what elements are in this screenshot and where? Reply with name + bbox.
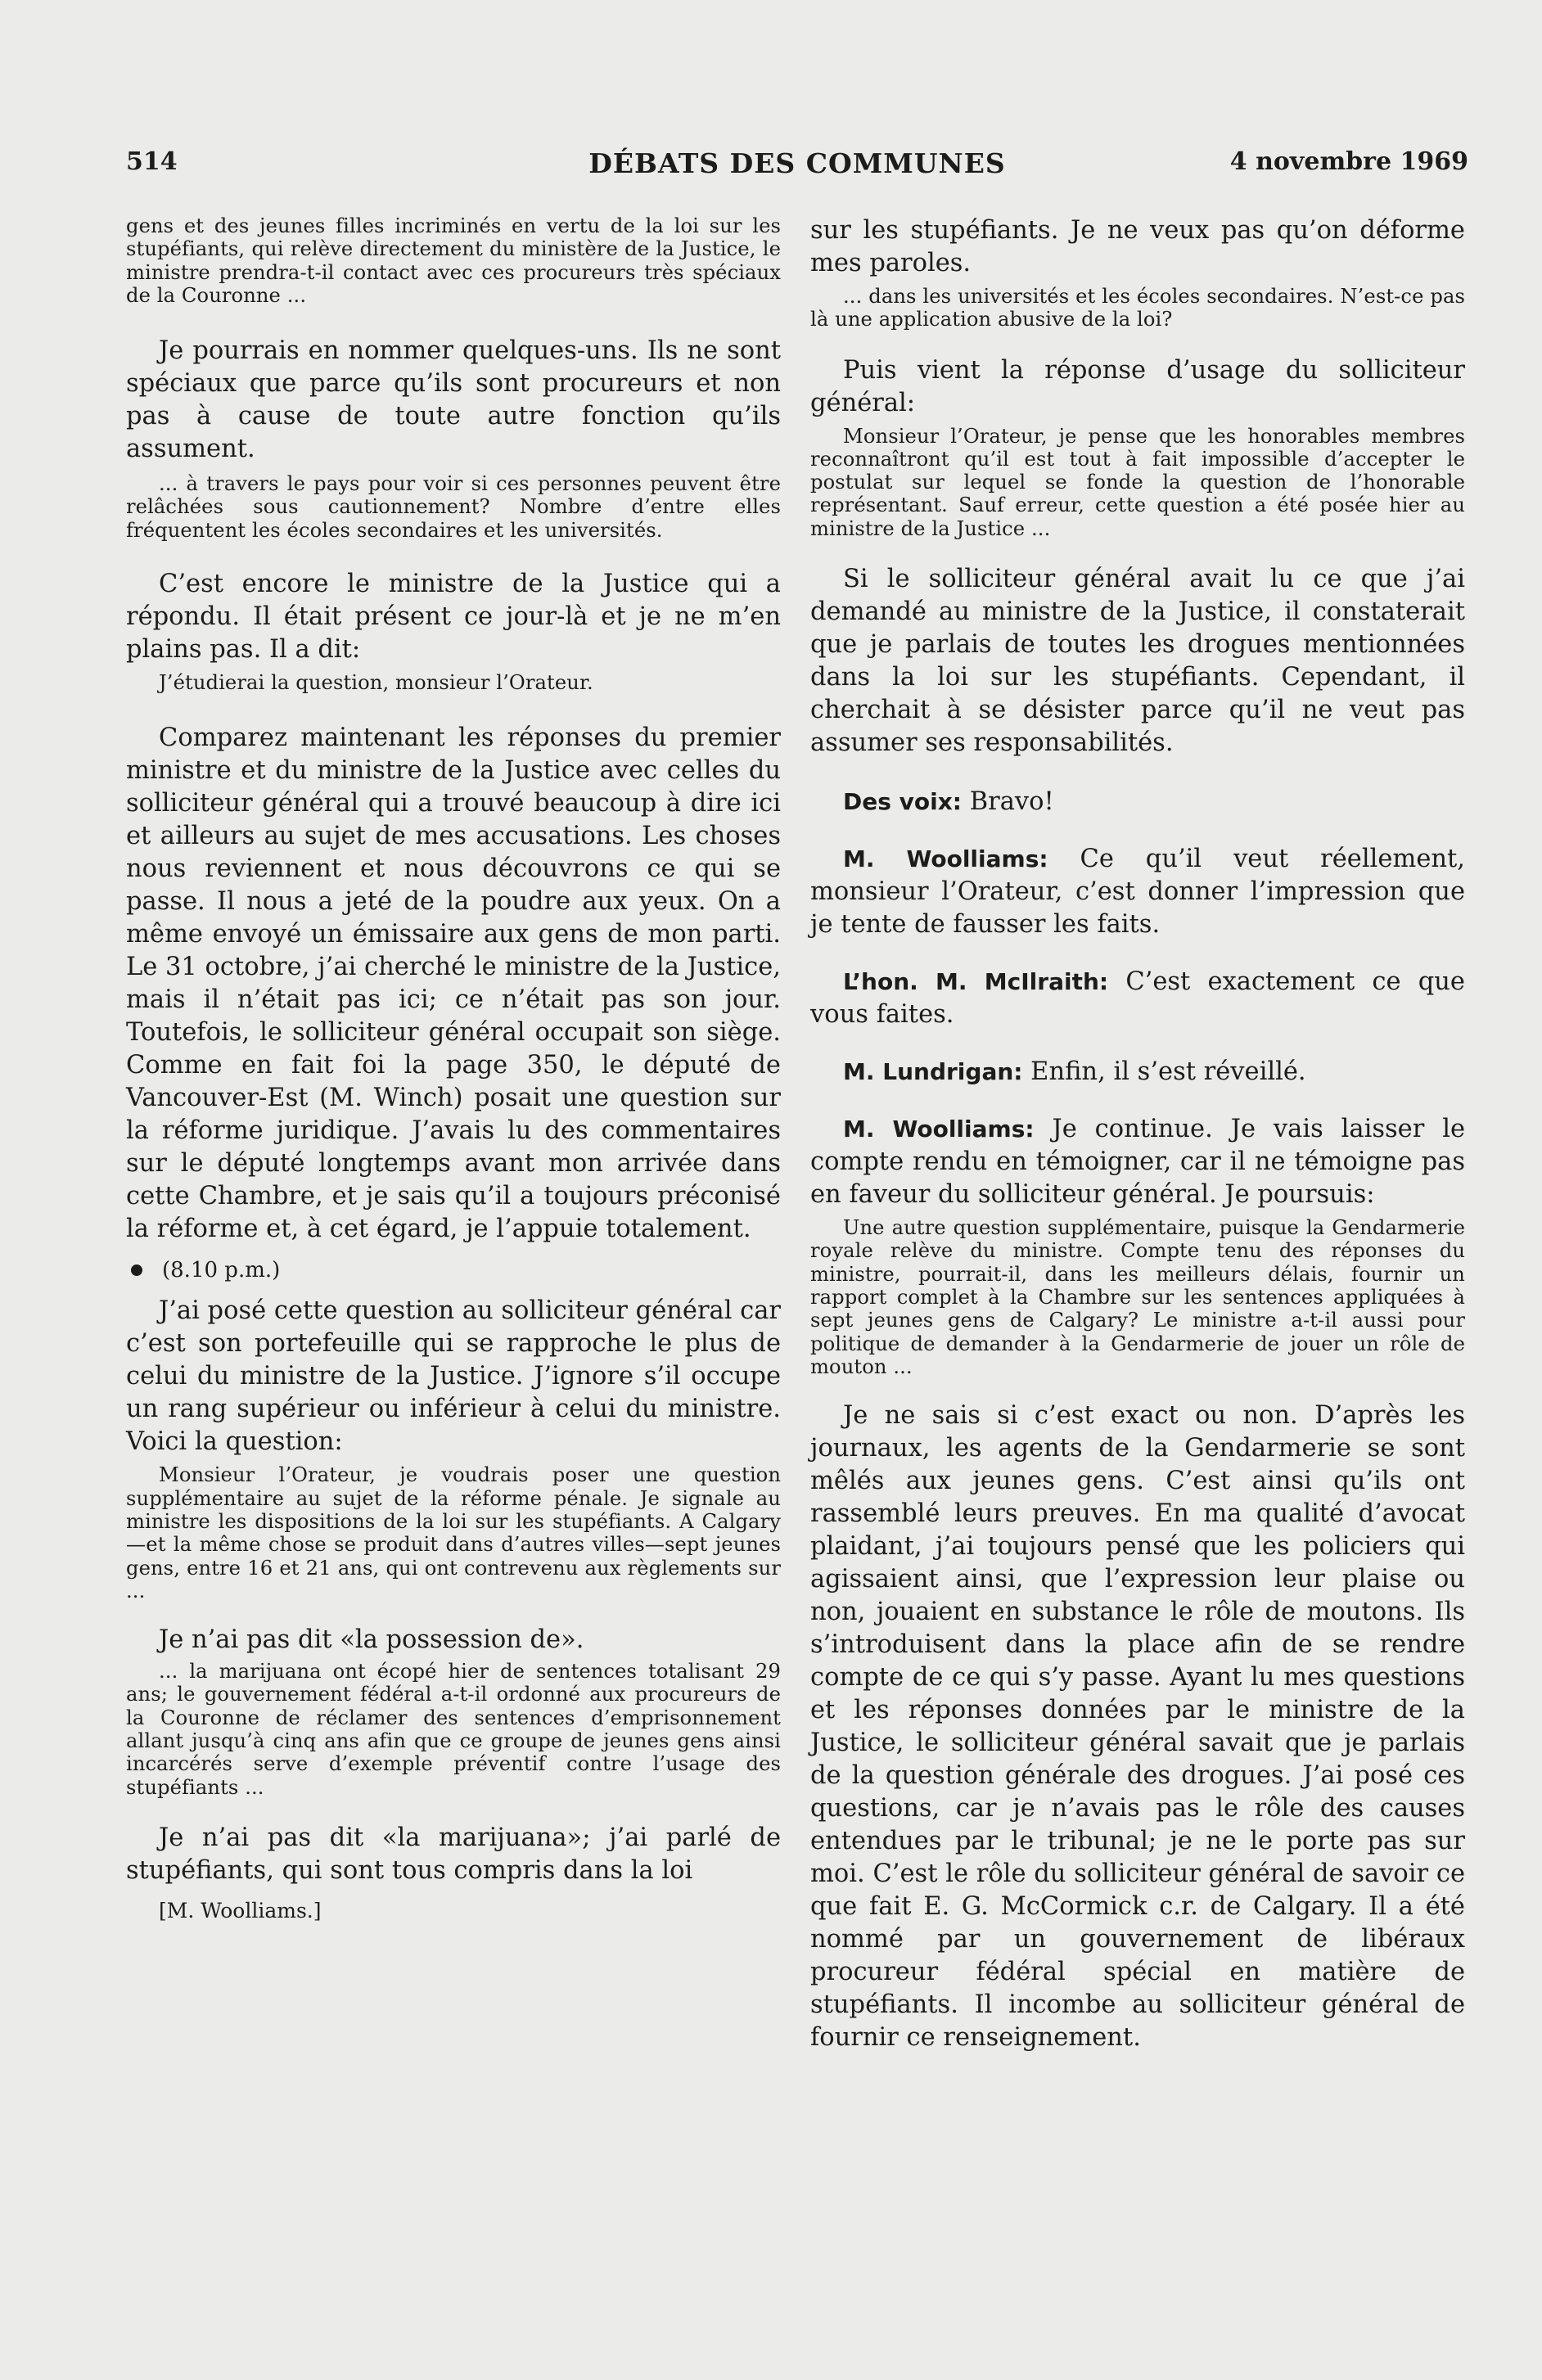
page-header xyxy=(126,147,1468,188)
speech-text: C’est exactement ce que vous faites. xyxy=(810,967,1465,1030)
speech-text: Ce qu’il veut réellement, monsieur l’Orateur, c’est donner l’impression que je tente de fausser les faits. xyxy=(810,845,1465,940)
speech-text: Je continue. Je vais laisser le compte rendu en témoigner, car il ne témoigne pas en faveur du solliciteur général. Je poursuis: xyxy=(810,1115,1465,1210)
bullet-icon xyxy=(131,1264,142,1276)
body-paragraph: Je pourrais en nommer quelques-uns. Ils ne sont spéciaux que parce qu’ils sont procureurs et non pas à cause de toute autre fonction qu’ils assument. xyxy=(126,336,781,464)
quote-paragraph: gens et des jeunes filles incriminés en vertu de la loi sur les stupéfiants, qui relève directement du ministère de la Justice, le ministre prendra-t-il contact avec ces procureurs très spéciaux de la Couronne ... xyxy=(126,214,781,307)
body-paragraph: Comparez maintenant les réponses du premier ministre et du ministre de la Justice avec celles du solliciteur général qui a trouvé beaucoup à dire ici et ailleurs au sujet de mes accusations. Les choses nous reviennent et nous découvrons ce qui se passe. Il nous a jeté de la poudre aux yeux. On a même envoyé un émissaire aux gens de mon parti. Le 31 octobre, j’ai cherché le ministre de la Justice, mais il n’était pas ici; ce n’était pas son jour. Toutefois, le solliciteur général occupait son siège. Comme en fait foi la page 350, le député de Vancouver-Est (M. Winch) posait une question sur la réforme juridique. J’avais lu des commentaires sur le député longtemps avant mon arrivée dans cette Chambre, et je sais qu’il a toujours préconisé la réforme et, à cet égard, je l’appuie totalement. xyxy=(126,723,781,1244)
speech-paragraph xyxy=(810,1113,1465,1211)
quote-paragraph: Monsieur l’Orateur, je pense que les honorables membres reconnaîtront qu’il est tout à fait impossible d’accepter le postulat sur lequel se fonde la question de l’honorable représentant. Sauf erreur, cette question a été posée hier au ministre de la Justice ... xyxy=(810,424,1465,540)
body-paragraph: Je n’ai pas dit «la possession de». xyxy=(159,1625,584,1655)
speaker-name: L’hon. M. McIlraith: xyxy=(843,968,1109,996)
body-paragraph: sur les stupéfiants. Je ne veux pas qu’on déforme mes paroles. xyxy=(810,216,1465,277)
quote-paragraph: ... dans les universités et les écoles secondaires. N’est-ce pas là une application abusive de la loi? xyxy=(810,285,1465,331)
body-paragraph: Je n’ai pas dit «la marijuana»; j’ai parlé de stupéfiants, qui sont tous compris dans la loi xyxy=(126,1823,781,1885)
right-column xyxy=(810,214,1465,2054)
speaker-footer: [M. Woolliams.] xyxy=(159,1898,322,1922)
body-paragraph: Je ne sais si c’est exact ou non. D’après les journaux, les agents de la Gendarmerie se sont mêlés aux jeunes gens. C’est ainsi qu’ils ont rassemblé leurs preuves. En ma qualité d’avocat plaidant, j’ai toujours pensé que les policiers qui agissaient ainsi, que l’expression leur plaise ou non, jouaient en substance le rôle de moutons. Ils s’introduisent dans la place afin de se rendre compte de ce qui s’y passe. Ayant lu mes questions et les réponses données par le ministre de la Justice, le solliciteur général savait que je parlais de la question générale des drogues. J’ai posé ces questions, car je n’avais pas le rôle des causes entendues par le tribunal; je ne le porte pas sur moi. C’est le rôle du solliciteur général de savoir ce que fait E. G. McCormick c.r. de Calgary. Il a été nommé par un gouvernement de libéraux procureur fédéral spécial en matière de stupéfiants. Il incombe au solliciteur général de fournir ce renseignement. xyxy=(810,1401,1465,2053)
speaker-name: M. Lundrigan: xyxy=(843,1058,1023,1086)
speech-text: Bravo! xyxy=(962,787,1054,817)
publication-title: DÉBATS DES COMMUNES xyxy=(588,147,1006,179)
speaker-name: M. Woolliams: xyxy=(843,1116,1035,1143)
quote-paragraph: ... la marijuana ont écopé hier de sentences totalisant 29 ans; le gouvernement fédéral a-t-il ordonné aux procureurs de la Couronne de réclamer des sentences d’emprisonnement allant jusqu’à cinq ans afin que ce groupe de jeunes gens ainsi incarcérés serve d’exemple préventif contre l’usage des stupéfiants ... xyxy=(126,1660,781,1799)
page-number: 514 xyxy=(126,147,178,176)
speech-paragraph xyxy=(810,843,1465,941)
quote-paragraph: Monsieur l’Orateur, je voudrais poser une question supplémentaire au sujet de la réforme pénale. Je signale au ministre les dispositions de la loi sur les stupéfiants. A Calgary—et la même chose se produit dans d’autres villes—sept jeunes gens, entre 16 et 21 ans, qui ont contrevenu aux règlements sur ... xyxy=(126,1463,781,1602)
body-paragraph: C’est encore le ministre de la Justice qui a répondu. Il était présent ce jour-là et je ne m’en plains pas. Il a dit: xyxy=(126,570,781,665)
speaker-name: Des voix: xyxy=(843,788,962,816)
speech-paragraph xyxy=(810,966,1465,1031)
quote-paragraph: ... à travers le pays pour voir si ces personnes peuvent être relâchées sous cautionnement? Nombre d’entre elles fréquentent les écoles secondaires et les universités. xyxy=(126,472,781,542)
quote-paragraph: Une autre question supplémentaire, puisque la Gendarmerie royale relève du ministre. Compte tenu des réponses du ministre, pourrait-il, dans les meilleurs délais, fournir un rapport complet à la Chambre sur les sentences appliquées à sept jeunes gens de Calgary? Le ministre a-t-il aussi pour politique de demander à la Gendarmerie de jouer un rôle de mouton ... xyxy=(810,1216,1465,1378)
body-paragraph: Puis vient la réponse d’usage du solliciteur général: xyxy=(810,355,1465,417)
speech-paragraph xyxy=(810,786,1465,818)
page-date: 4 novembre 1969 xyxy=(1229,147,1468,176)
time-stamp: (8.10 p.m.) xyxy=(162,1258,281,1283)
time-marker xyxy=(126,1254,781,1287)
speech-text: Enfin, il s’est réveillé. xyxy=(1022,1057,1306,1087)
left-column xyxy=(126,214,781,1925)
body-paragraph: J’ai posé cette question au solliciteur général car c’est son portefeuille qui se rapproche le plus de celui du ministre de la Justice. J’ignore s’il occupe un rang supérieur ou inférieur à celui du ministre. Voici la question: xyxy=(126,1296,781,1457)
body-paragraph: Si le solliciteur général avait lu ce que j’ai demandé au ministre de la Justice, il constaterait que je parlais de toutes les drogues mentionnées dans la loi sur les stupéfiants. Cependant, il cherchait à se désister parce qu’il ne veut pas assumer ses responsabilités. xyxy=(810,565,1465,758)
quote-paragraph: J’étudierai la question, monsieur l’Orateur. xyxy=(159,671,593,695)
speaker-name: M. Woolliams: xyxy=(843,845,1048,873)
speech-paragraph xyxy=(810,1056,1465,1089)
